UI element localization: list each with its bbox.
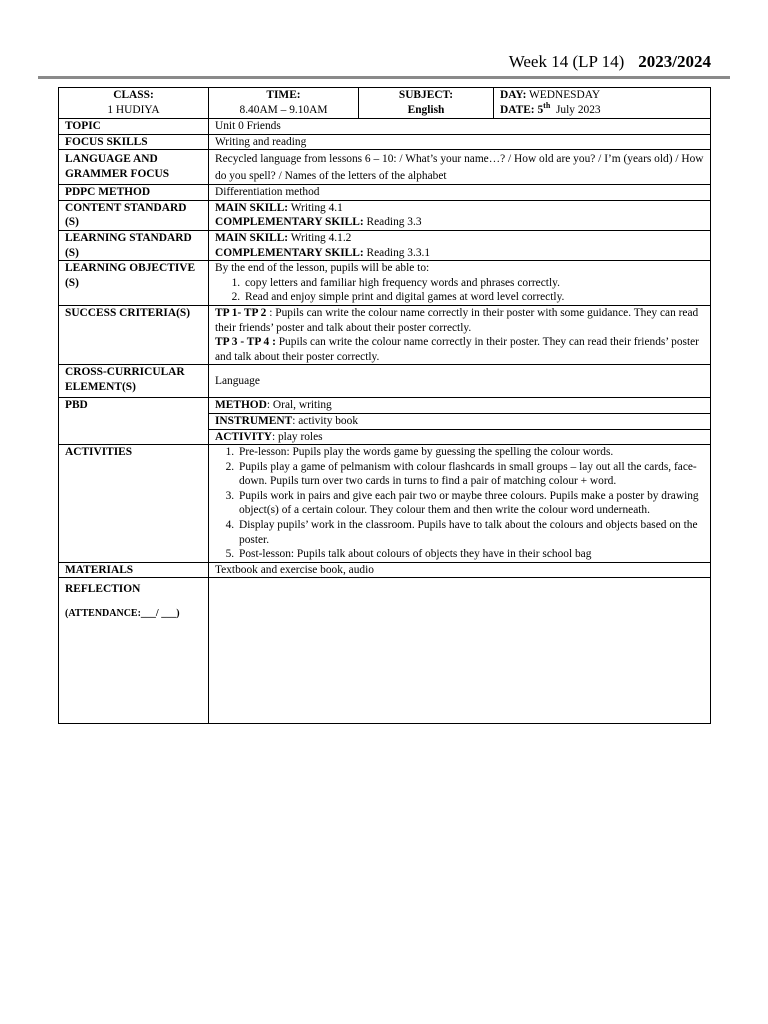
page-header: [509, 52, 711, 72]
pbd-row-method: [59, 398, 711, 414]
objective-item: 2. Read and enjoy simple print and digital games at word level correctly.: [243, 290, 704, 305]
activity-item: 5. Post-lesson: Pupils talk about colours of objects they have in their school bag: [237, 547, 704, 562]
pdpc-row: [59, 185, 711, 201]
materials-row: [59, 562, 711, 578]
objective-item: 1. copy letters and familiar high frequency words and phrases correctly.: [243, 276, 704, 291]
cross-label: CROSS-CURRICULAR ELEMENT(S): [59, 365, 209, 398]
class-cell: CLASS: 1 HUDIYA: [59, 88, 209, 119]
activities-value: [209, 445, 711, 563]
focus-row: [59, 134, 711, 150]
cross-row: [59, 365, 711, 398]
content-standard-row: [59, 200, 711, 230]
pbd-instrument: INSTRUMENT: activity book: [209, 413, 711, 429]
objective-label: LEARNING OBJECTIVE (S): [59, 261, 209, 306]
reflection-area[interactable]: [209, 578, 711, 724]
activities-label: ACTIVITIES: [59, 445, 209, 563]
reflection-label: REFLECTION (ATTENDANCE:___/ ___): [59, 578, 209, 724]
content-standard-label: CONTENT STANDARD (S): [59, 200, 209, 230]
learning-standard-label: LEARNING STANDARD (S): [59, 230, 209, 260]
topic-row: [59, 119, 711, 135]
lesson-plan-table: [58, 87, 711, 724]
activity-item: 1. Pre-lesson: Pupils play the words game by guessing the spelling the colour words.: [237, 445, 704, 460]
objective-value: By the end of the lesson, pupils will be able to: 1. copy letters and familiar high frequency words and phrases correctly. 2. Read and enjoy simple print and digital games at word level correctly.: [209, 261, 711, 306]
success-label: SUCCESS CRITERIA(S): [59, 305, 209, 364]
focus-value: Writing and reading: [209, 134, 711, 150]
header-row: [59, 88, 711, 119]
reflection-row: [59, 578, 711, 724]
header-rule: [38, 76, 730, 79]
objective-row: [59, 261, 711, 306]
focus-label: FOCUS SKILLS: [59, 134, 209, 150]
learning-standard-value: MAIN SKILL: Writing 4.1.2 COMPLEMENTARY SKILL: Reading 3.3.1: [209, 230, 711, 260]
topic-label: TOPIC: [59, 119, 209, 135]
pbd-activity: ACTIVITY: play roles: [209, 429, 711, 445]
activity-item: 3. Pupils work in pairs and give each pair two or maybe three colours. Pupils make a poster by drawing object(s) of a certain colour. They colour them and then write the colour word underneath.: [237, 489, 704, 518]
materials-label: MATERIALS: [59, 562, 209, 578]
language-value: Recycled language from lessons 6 – 10: / What’s your name…? / How old are you? / I’m (years old) / How do you spell? / Names of the letters of the alphabet: [209, 150, 711, 185]
week-label: Week 14 (LP 14): [508, 52, 625, 71]
pbd-label: PBD: [59, 398, 209, 445]
day-date-cell: DAY: WEDNESDAY DATE: 5th July 2023: [494, 88, 711, 119]
activity-item: 2. Pupils play a game of pelmanism with colour flashcards in small groups – lay out all the cards, face-down. Pupils turn over two cards in turns to find a pair of matching colour + word.: [237, 460, 704, 489]
topic-value: Unit 0 Friends: [209, 119, 711, 135]
pdpc-label: PDPC METHOD: [59, 185, 209, 201]
content-standard-value: MAIN SKILL: Writing 4.1 COMPLEMENTARY SKILL: Reading 3.3: [209, 200, 711, 230]
materials-value: Textbook and exercise book, audio: [209, 562, 711, 578]
language-label: LANGUAGE AND GRAMMER FOCUS: [59, 150, 209, 185]
learning-standard-row: [59, 230, 711, 260]
subject-cell: SUBJECT: English: [359, 88, 494, 119]
success-row: [59, 305, 711, 364]
pbd-method: METHOD: Oral, writing: [209, 398, 711, 414]
success-value: TP 1- TP 2 : Pupils can write the colour name correctly in their poster with some guidance. They can read their friends’ poster and talk about their poster correctly. TP 3 - TP 4 : Pupils can write the colour name correctly in their poster. They can read their friends’ poster and talk about their poster correctly.: [209, 305, 711, 364]
year-label: 2023/2024: [638, 52, 711, 71]
activity-item: 4. Display pupils’ work in the classroom. Pupils have to talk about the colours and objects based on the poster.: [237, 518, 704, 547]
language-row: [59, 150, 711, 185]
time-cell: TIME: 8.40AM – 9.10AM: [209, 88, 359, 119]
attendance-label: (ATTENDANCE:___/ ___): [65, 608, 180, 620]
pdpc-value: Differentiation method: [209, 185, 711, 201]
activities-row: [59, 445, 711, 563]
cross-value: Language: [209, 365, 711, 398]
